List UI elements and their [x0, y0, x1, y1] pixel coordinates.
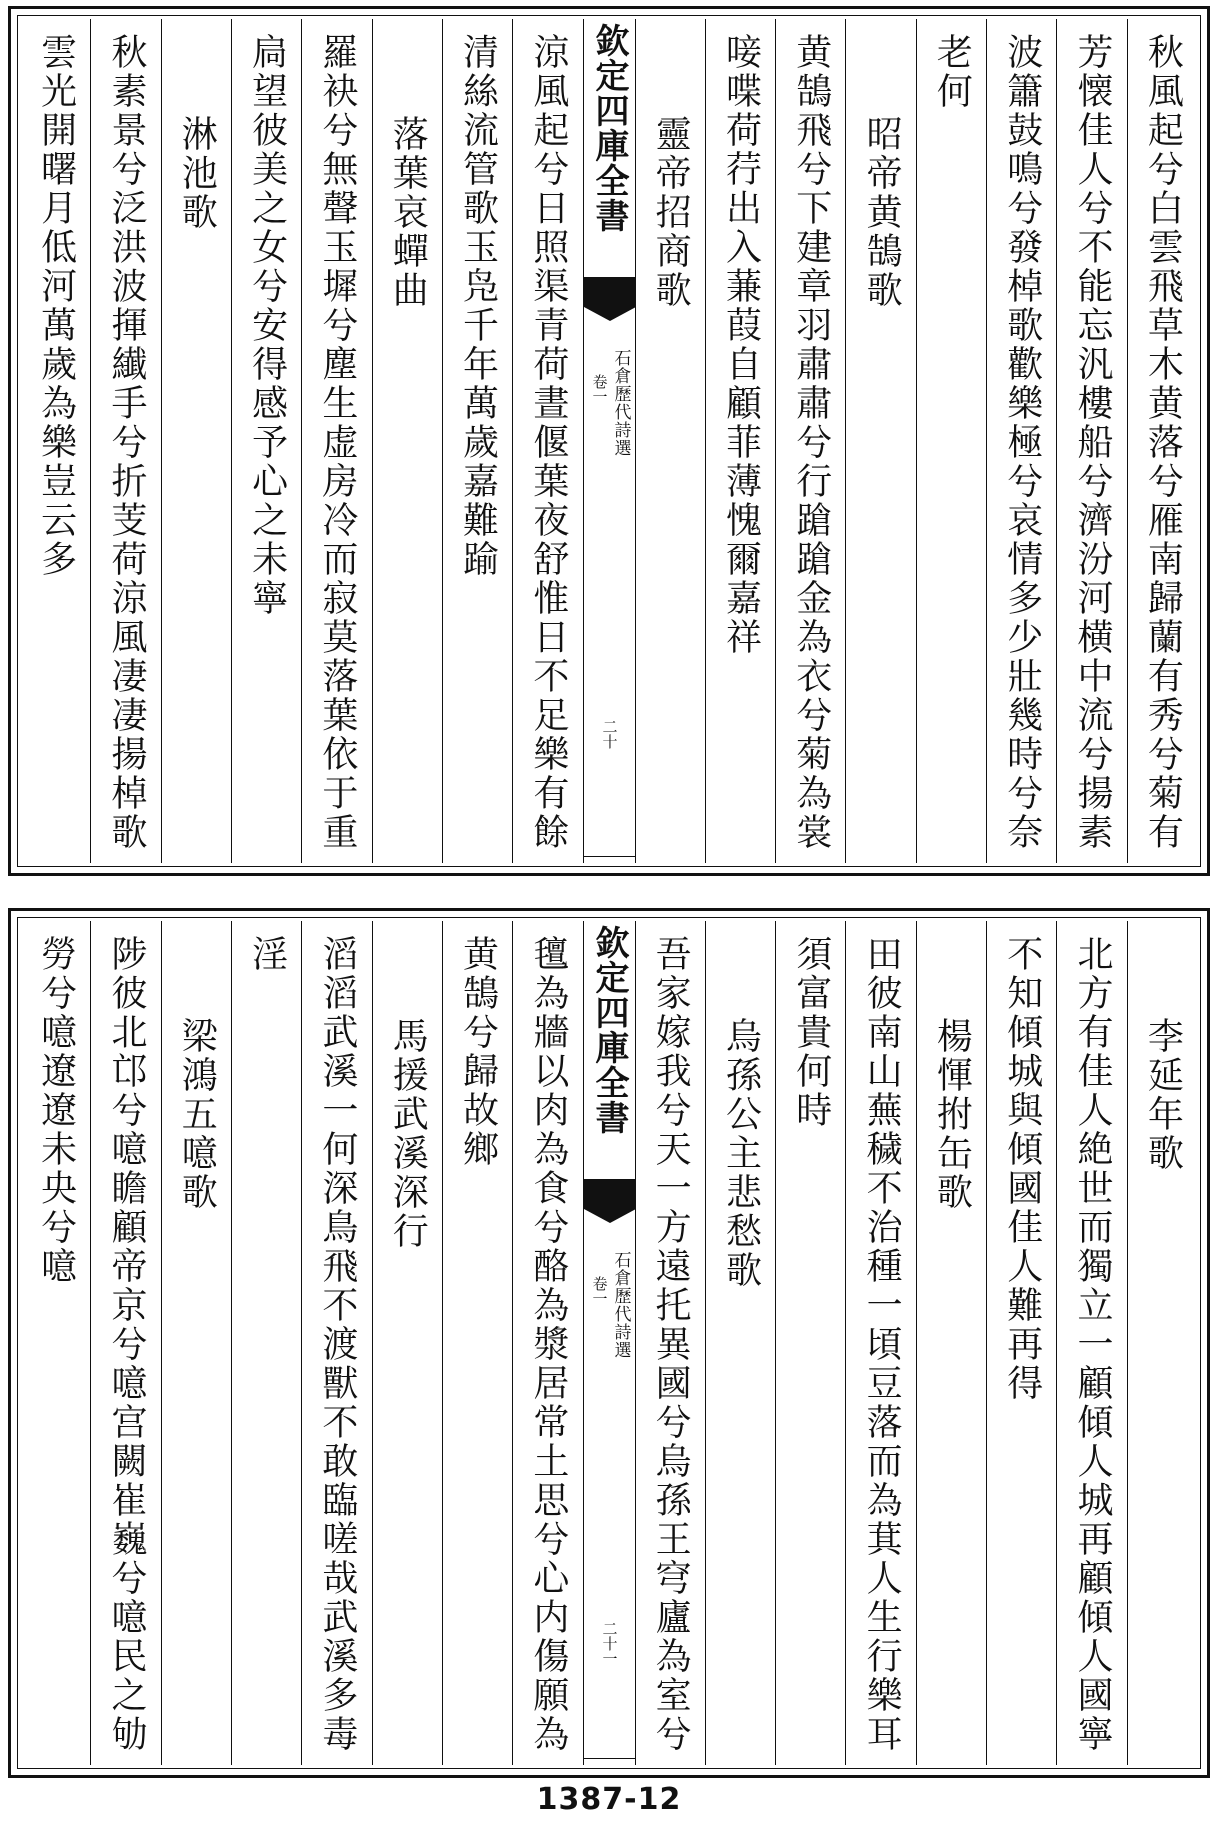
column: [442, 19, 512, 863]
column: [1056, 19, 1126, 863]
verse-line: 唼喋荷荇出入蒹葭自顧菲薄愧爾嘉祥: [720, 33, 762, 657]
book-title: 欽定四庫全書: [589, 23, 629, 233]
column: [705, 19, 775, 863]
source-title: 石倉歷代詩選: [610, 349, 631, 457]
fold-center-column: [583, 19, 635, 863]
fold-line: [584, 856, 635, 863]
folio-number: 1387-12: [536, 1782, 682, 1817]
column: [90, 921, 160, 1765]
column: [21, 921, 90, 1765]
fishtail-mark: [584, 277, 635, 307]
verse-line: 黄鵠兮歸故鄉: [457, 935, 499, 1169]
leaf-number: 二十一: [600, 1621, 619, 1666]
verse-line: 秋素景兮泛洪波揮纎手兮折芰荷涼風凄凄揚棹歌: [105, 33, 147, 852]
verse-line: 羅袂兮無聲玉墀兮塵生虚房冷而寂莫落葉依于重: [316, 33, 358, 852]
column: [635, 921, 705, 1765]
verse-line: 涼風起兮日照渠青荷晝偃葉夜舒惟日不足樂有餘: [527, 33, 569, 852]
verse-line: 北方有佳人絶世而獨立一顧傾人城再顧傾人國寧: [1072, 935, 1114, 1754]
source-title: 石倉歷代詩選: [610, 1251, 631, 1359]
poem-title: 梁鴻五噫歌: [176, 1017, 218, 1212]
column: [301, 19, 371, 863]
juan-label: 卷一: [590, 374, 609, 404]
column: [986, 19, 1056, 863]
juan-label: 卷一: [590, 1276, 609, 1306]
fishtail-mark: [584, 1179, 635, 1209]
poem-title: 李延年歌: [1142, 1017, 1184, 1173]
column: [372, 921, 442, 1765]
column: [1056, 921, 1126, 1765]
verse-line: 陟彼北邙兮噫瞻顧帝京兮噫宫闕崔巍兮噫民之劬: [105, 935, 147, 1754]
verse-line: 黄鵠飛兮下建章羽肅肅兮行蹌蹌金為衣兮菊為裳: [790, 33, 832, 852]
column: [21, 19, 90, 863]
column: [845, 19, 915, 863]
column: [775, 921, 845, 1765]
column: [161, 921, 231, 1765]
columns-bottom: [21, 921, 1197, 1765]
verse-line: 須富貴何時: [790, 935, 832, 1130]
column: [90, 19, 160, 863]
column: [845, 921, 915, 1765]
verse-line: 勞兮噫遼遼未央兮噫: [35, 935, 77, 1286]
page-top: [8, 6, 1210, 876]
column: [161, 19, 231, 863]
poem-title: 落葉哀蟬曲: [387, 115, 429, 310]
column: [231, 19, 301, 863]
verse-line: 清絲流管歌玉凫千年萬歲嘉難踰: [457, 33, 499, 579]
verse-line: 老何: [931, 33, 973, 111]
column: [442, 921, 512, 1765]
column: [775, 19, 845, 863]
column: [635, 19, 705, 863]
column: [372, 19, 442, 863]
fold-center-column: [583, 921, 635, 1765]
columns-top: [21, 19, 1197, 863]
leaf-number: 二十: [600, 719, 619, 749]
verse-line: 氊為牆以肉為食兮酪為漿居常土思兮心内傷願為: [527, 935, 569, 1754]
column: [512, 921, 582, 1765]
verse-line: 波簫鼓鳴兮發棹歌歡樂極兮哀情多少壯幾時兮奈: [1001, 33, 1043, 852]
poem-title: 烏孫公主悲愁歌: [720, 1017, 762, 1290]
column: [1127, 19, 1197, 863]
verse-line: 吾家嫁我兮天一方遠托異國兮烏孫王穹廬為室兮: [650, 935, 692, 1754]
poem-title: 淋池歌: [176, 115, 218, 232]
verse-line: 田彼南山蕪穢不治種一頃豆落而為萁人生行樂耳: [861, 935, 903, 1754]
column: [916, 921, 986, 1765]
column: [1127, 921, 1197, 1765]
verse-line: 滔滔武溪一何深鳥飛不渡獸不敢臨嗟哉武溪多毒: [316, 935, 358, 1754]
page-bottom: [8, 908, 1210, 1778]
poem-title: 靈帝招商歌: [650, 115, 692, 310]
column: [986, 921, 1056, 1765]
fold-line: [584, 1758, 635, 1765]
column: [916, 19, 986, 863]
column: [301, 921, 371, 1765]
column: [512, 19, 582, 863]
poem-title: 楊惲拊缶歌: [931, 1017, 973, 1212]
verse-line: 淫: [246, 935, 288, 974]
column: [705, 921, 775, 1765]
verse-line: 雲光開曙月低河萬歲為樂豈云多: [35, 33, 77, 579]
verse-line: 扃望彼美之女兮安得感予心之未寧: [246, 33, 288, 618]
poem-title: 昭帝黄鵠歌: [861, 115, 903, 310]
book-title: 欽定四庫全書: [589, 925, 629, 1135]
verse-line: 秋風起兮白雲飛草木黄落兮雁南歸蘭有秀兮菊有: [1142, 33, 1184, 852]
column: [231, 921, 301, 1765]
verse-line: 不知傾城與傾國佳人難再得: [1001, 935, 1043, 1403]
verse-line: 芳懐佳人兮不能忘汎樓船兮濟汾河横中流兮揚素: [1072, 33, 1114, 852]
poem-title: 馬援武溪深行: [387, 1017, 429, 1251]
